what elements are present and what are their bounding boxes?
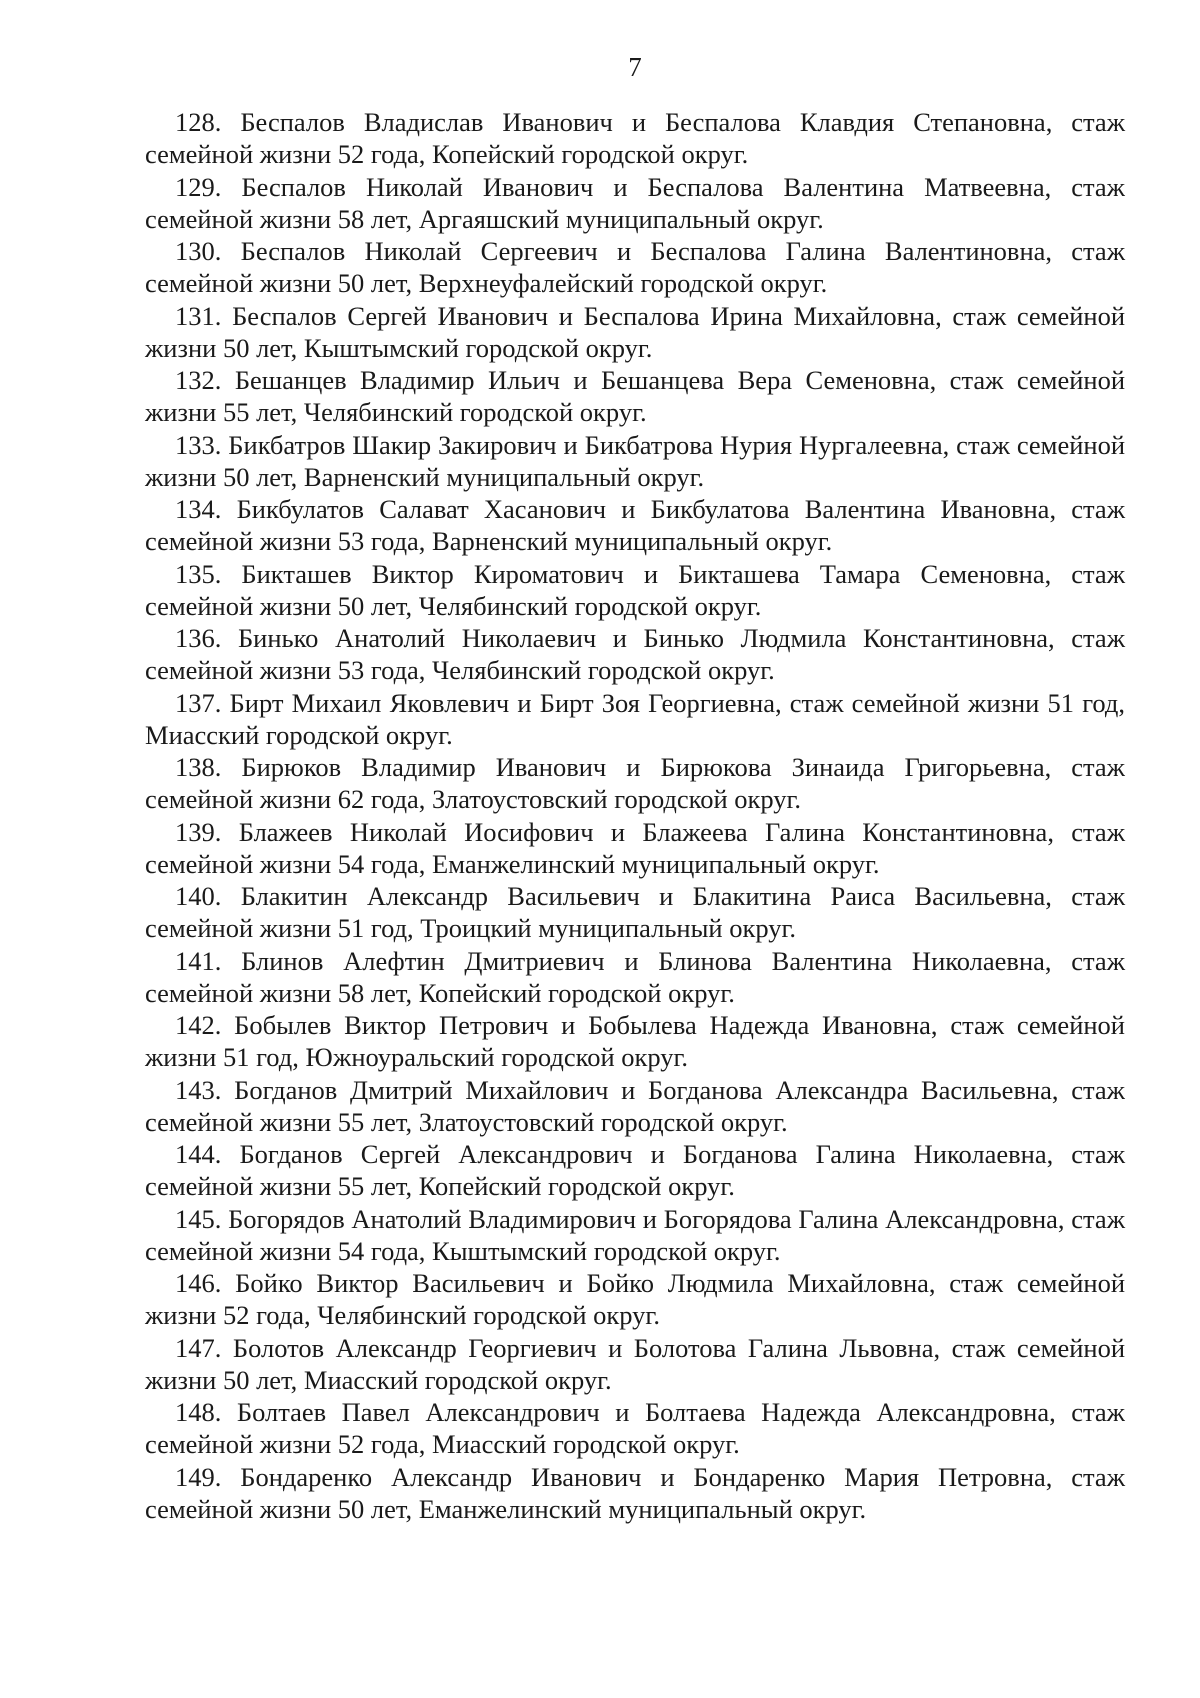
entry-number: 135.	[175, 558, 222, 589]
list-item	[145, 171, 1125, 236]
list-item	[145, 945, 1125, 1010]
list-item	[145, 235, 1125, 300]
list-item	[145, 880, 1125, 945]
entry-text: Бикташев Виктор Кироматович и Бикташева Тамара Семеновна, стаж семейной жизни 50 лет, Челябинский городской округ.	[145, 558, 1126, 621]
list-item	[145, 1396, 1125, 1461]
page-number: 7	[628, 52, 642, 82]
list-item	[145, 1009, 1125, 1074]
list-item	[145, 1267, 1125, 1332]
list-item	[145, 106, 1125, 171]
entry-text: Бикбулатов Салават Хасанович и Бикбулатова Валентина Ивановна, стаж семейной жизни 53 года, Варненский муниципальный округ.	[145, 494, 1126, 556]
entry-text: Болотов Александр Георгиевич и Болотова Галина Львовна, стаж семейной жизни 50 лет, Миасский городской округ.	[145, 1332, 1126, 1395]
entry-text: Бинько Анатолий Николаевич и Бинько Людмила Константиновна, стаж семейной жизни 53 года, Челябинский городской округ.	[145, 623, 1126, 685]
entry-number: 141.	[175, 945, 222, 976]
entry-number: 138.	[175, 752, 222, 782]
entry-text: Бойко Виктор Васильевич и Бойко Людмила Михайловна, стаж семейной жизни 52 года, Челябинский городской округ.	[145, 1268, 1126, 1330]
entry-number: 132.	[175, 365, 222, 395]
list-item	[145, 687, 1125, 752]
entry-text: Богорядов Анатолий Владимирович и Богорядова Галина Александровна, стаж семейной жизни 54 года, Кыштымский городской округ.	[145, 1203, 1125, 1266]
entry-number: 137.	[175, 687, 222, 718]
list-item	[145, 429, 1125, 494]
entry-text: Бирт Михаил Яковлевич и Бирт Зоя Георгиевна, стаж семейной жизни 51 год, Миасский городской округ.	[145, 687, 1125, 750]
entry-text: Богданов Дмитрий Михайлович и Богданова Александра Васильевна, стаж семейной жизни 55 лет, Златоустовский городской округ.	[145, 1074, 1125, 1137]
list-item	[145, 1074, 1125, 1139]
entry-number: 145.	[175, 1203, 222, 1234]
entry-number: 134.	[175, 494, 222, 524]
entry-number: 136.	[175, 623, 222, 653]
entry-text: Блакитин Александр Васильевич и Блакитина Раиса Васильевна, стаж семейной жизни 51 год, Троицкий муниципальный округ.	[145, 881, 1125, 943]
entry-text: Богданов Сергей Александрович и Богданова Галина Николаевна, стаж семейной жизни 55 лет, Копейский городской округ.	[145, 1139, 1126, 1201]
entry-number: 129.	[175, 171, 222, 202]
entry-text: Бобылев Виктор Петрович и Бобылева Надежда Ивановна, стаж семейной жизни 51 год, Южноуральский городской округ.	[145, 1010, 1125, 1072]
list-item	[145, 300, 1125, 365]
entry-text: Беспалов Сергей Иванович и Беспалова Ирина Михайловна, стаж семейной жизни 50 лет, Кыштымский городской округ.	[145, 300, 1126, 363]
entry-text: Бешанцев Владимир Ильич и Бешанцева Вера Семеновна, стаж семейной жизни 55 лет, Челябинский городской округ.	[145, 365, 1126, 427]
entry-number: 149.	[175, 1461, 222, 1492]
entry-number: 131.	[175, 300, 222, 331]
entry-number: 139.	[175, 816, 222, 847]
entry-text: Болтаев Павел Александрович и Болтаева Надежда Александровна, стаж семейной жизни 52 года, Миасский городской округ.	[145, 1397, 1125, 1459]
list-item	[145, 622, 1125, 687]
list-item	[145, 816, 1125, 881]
list-item	[145, 1461, 1125, 1526]
entry-number: 128.	[175, 107, 222, 137]
entry-text: Бирюков Владимир Иванович и Бирюкова Зинаида Григорьевна, стаж семейной жизни 62 года, Златоустовский городской округ.	[145, 752, 1125, 814]
entry-text: Бондаренко Александр Иванович и Бондаренко Мария Петровна, стаж семейной жизни 50 лет, Еманжелинский муниципальный округ.	[145, 1461, 1126, 1524]
entry-number: 147.	[175, 1332, 222, 1363]
list-item	[145, 493, 1125, 558]
list-item	[145, 1332, 1125, 1397]
entry-number: 133.	[175, 429, 222, 460]
list-item	[145, 1203, 1125, 1268]
entry-number: 143.	[175, 1074, 222, 1105]
entry-number: 148.	[175, 1397, 222, 1427]
entry-text: Беспалов Владислав Иванович и Беспалова Клавдия Степановна, стаж семейной жизни 52 года, Копейский городской округ.	[145, 107, 1125, 169]
entry-number: 140.	[175, 881, 222, 911]
entry-text: Беспалов Николай Сергеевич и Беспалова Галина Валентиновна, стаж семейной жизни 50 лет, Верхнеуфалейский городской округ.	[145, 236, 1126, 298]
entry-number: 142.	[175, 1010, 222, 1040]
list-item	[145, 1138, 1125, 1203]
entry-text: Блинов Алефтин Дмитриевич и Блинова Валентина Николаевна, стаж семейной жизни 58 лет, Копейский городской округ.	[145, 945, 1126, 1008]
entry-text: Бикбатров Шакир Закирович и Бикбатрова Нурия Нургалеевна, стаж семейной жизни 50 лет, Варненский муниципальный округ.	[145, 429, 1126, 492]
entry-text: Блажеев Николай Иосифович и Блажеева Галина Константиновна, стаж семейной жизни 54 года, Еманжелинский муниципальный округ.	[145, 816, 1126, 879]
entry-text: Беспалов Николай Иванович и Беспалова Валентина Матвеевна, стаж семейной жизни 58 лет, Аргаяшский муниципальный округ.	[145, 171, 1125, 234]
entry-number: 146.	[175, 1268, 222, 1298]
list-item	[145, 558, 1125, 623]
list-item	[145, 751, 1125, 816]
list-item	[145, 364, 1125, 429]
entries-list	[145, 106, 1125, 1525]
entry-number: 130.	[175, 236, 222, 266]
entry-number: 144.	[175, 1139, 222, 1169]
